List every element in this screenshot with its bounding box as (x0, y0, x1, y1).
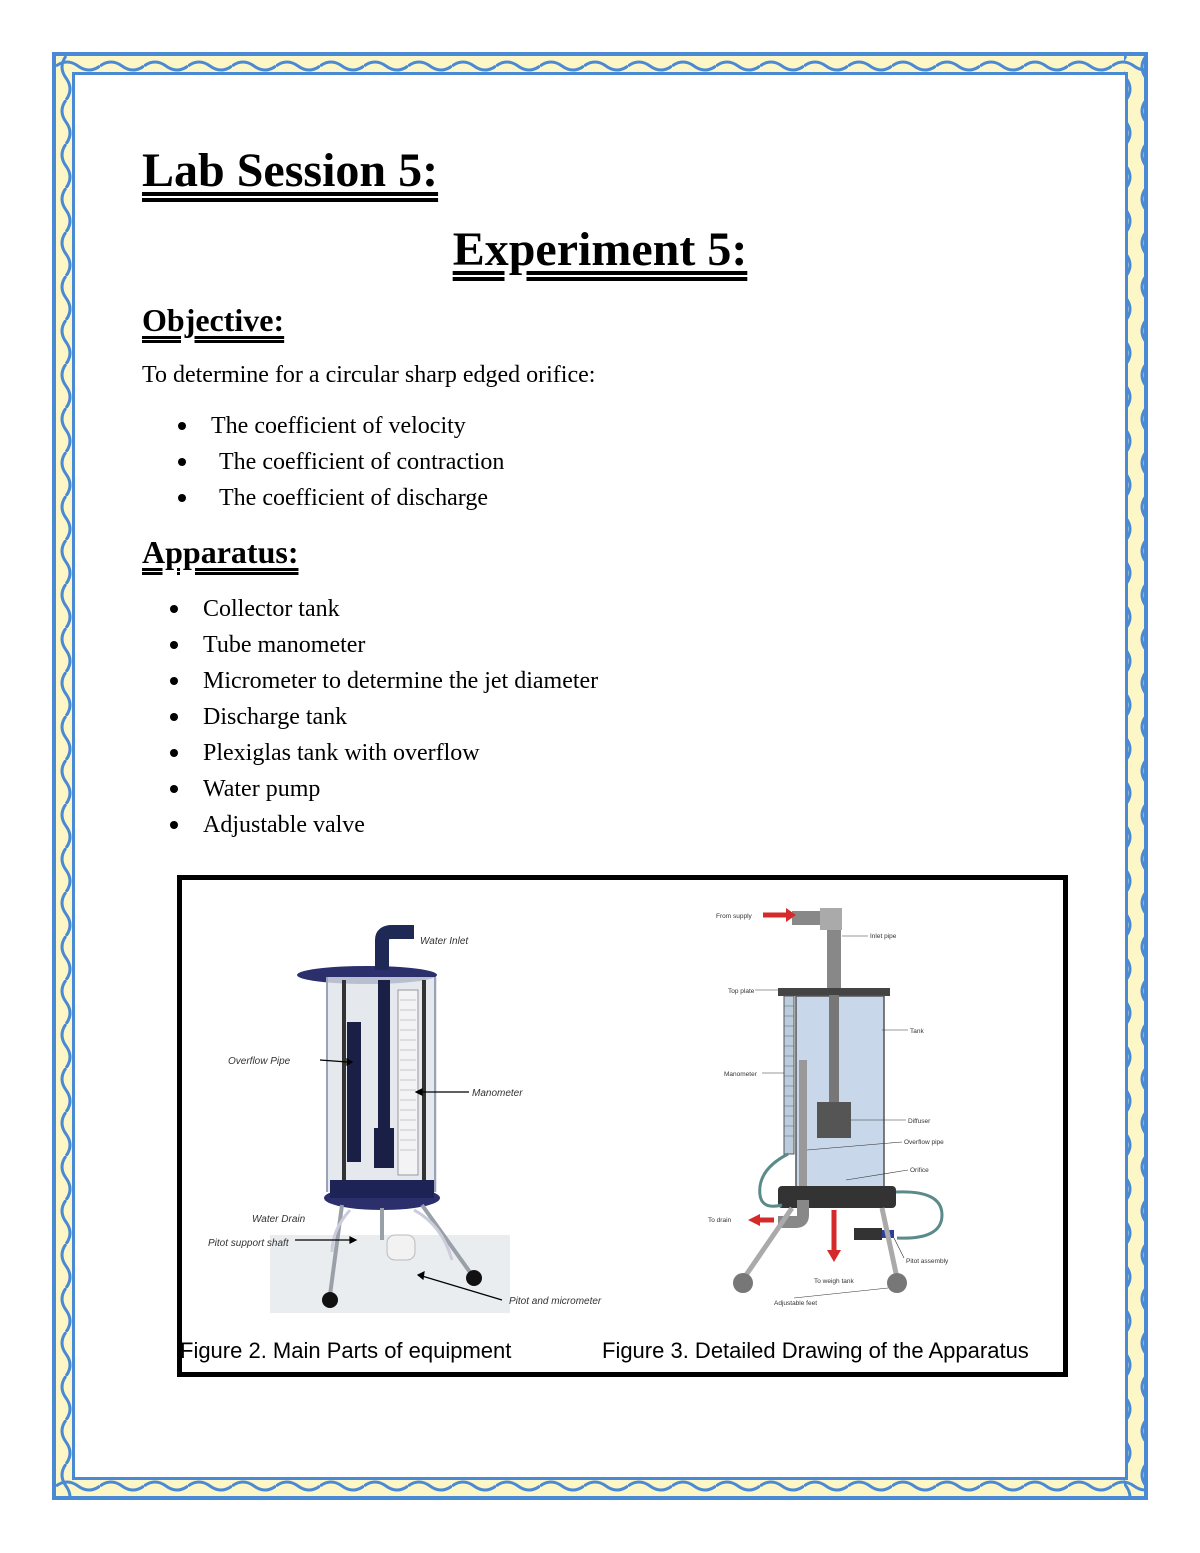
list-item: Water pump (203, 771, 598, 807)
objective-list (211, 408, 504, 516)
list-item: Discharge tank (203, 699, 598, 735)
bullet-icon (170, 749, 178, 757)
figure2-illustration (208, 932, 602, 1313)
list-item: Plexiglas tank with overflow (203, 735, 598, 771)
bullet-icon (178, 494, 186, 502)
label-to-drain: To drain (708, 1217, 732, 1224)
label-pitot-support: Pitot support shaft (208, 1238, 289, 1249)
bullet-icon (170, 677, 178, 685)
list-item: Micrometer to determine the jet diameter (203, 663, 598, 699)
list-item: The coefficient of discharge (219, 480, 504, 516)
figure3-illustration (708, 908, 949, 1307)
list-item: The coefficient of velocity (211, 408, 504, 444)
label-to-weigh-tank: To weigh tank (814, 1278, 854, 1285)
figure3-caption: Figure 3. Detailed Drawing of the Apparatus (602, 1338, 1029, 1363)
list-item: Adjustable valve (203, 807, 598, 843)
apparatus-heading: Apparatus: (142, 534, 299, 570)
label-pitot-micrometer: Pitot and micrometer (509, 1296, 602, 1307)
bullet-icon (178, 458, 186, 466)
list-item: The coefficient of contraction (219, 444, 504, 480)
apparatus-figures (182, 880, 1063, 1372)
label-overflow-pipe: Overflow Pipe (228, 1056, 291, 1067)
apparatus-list (203, 591, 598, 843)
label-overflow-pipe3: Overflow pipe (904, 1139, 944, 1146)
figure2-caption: Figure 2. Main Parts of equipment (180, 1338, 512, 1363)
objective-heading: Objective: (142, 302, 285, 338)
page-title: Lab Session 5: (142, 144, 439, 197)
list-item: Collector tank (203, 591, 598, 627)
label-tank: Tank (910, 1028, 924, 1035)
label-pitot-assembly: Pitot assembly (906, 1258, 949, 1265)
objective-intro: To determine for a circular sharp edged orifice: (142, 362, 596, 388)
label-water-inlet: Water Inlet (420, 936, 469, 947)
label-diffuser: Diffuser (908, 1118, 931, 1125)
bullet-icon (170, 785, 178, 793)
bullet-icon (170, 641, 178, 649)
bullet-icon (178, 422, 186, 430)
list-item: Tube manometer (203, 627, 598, 663)
label-orifice: Orifice (910, 1167, 929, 1174)
experiment-title: Experiment 5: (452, 223, 748, 276)
label-adjustable-feet: Adjustable feet (774, 1300, 818, 1307)
bullet-icon (170, 605, 178, 613)
label-top-plate: Top plate (728, 988, 755, 995)
label-manometer: Manometer (472, 1088, 523, 1099)
label-from-supply: From supply (716, 913, 752, 920)
label-water-drain: Water Drain (252, 1214, 306, 1225)
bullet-icon (170, 713, 178, 721)
figure-box (177, 875, 1068, 1377)
label-manometer3: Manometer (724, 1071, 757, 1078)
bullet-icon (170, 821, 178, 829)
label-inlet-pipe: Inlet pipe (870, 933, 897, 940)
